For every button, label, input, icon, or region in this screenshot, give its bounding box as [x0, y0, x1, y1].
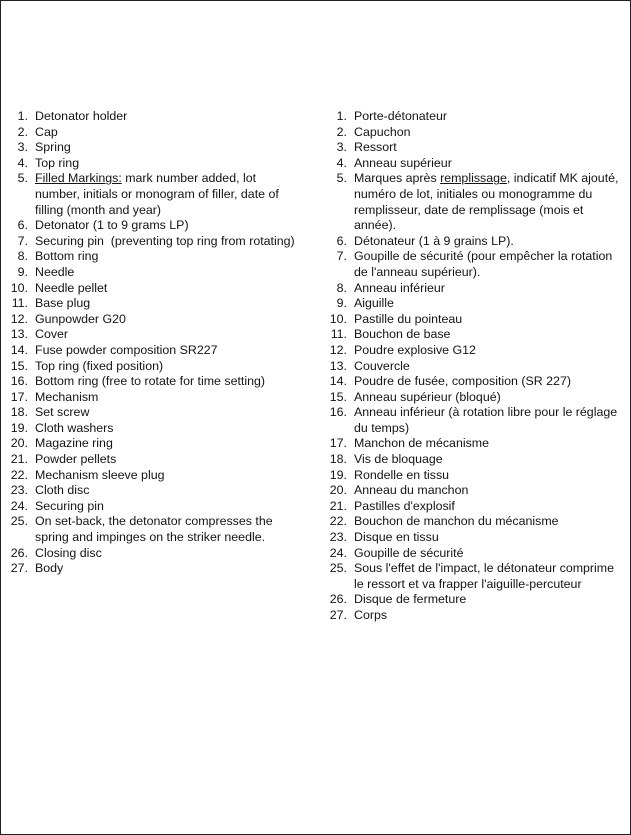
legend-text [354, 359, 626, 375]
legend-text [354, 405, 626, 436]
legend-number: 5. [336, 171, 347, 186]
legend-number: 11. [11, 296, 28, 311]
legend-item [328, 125, 626, 141]
legend-item [4, 452, 302, 468]
legend-item [328, 296, 626, 312]
legend-text [354, 156, 626, 172]
legend-item [328, 374, 626, 390]
legend-text [354, 546, 626, 562]
legend-item [4, 359, 302, 375]
legend-item [4, 234, 302, 250]
legend-item [328, 312, 626, 328]
legend-number: 8. [336, 280, 347, 295]
legend-item [328, 343, 626, 359]
legend-text-body: Closing disc [35, 545, 102, 560]
legend-text-body: Goupille de sécurité [354, 545, 464, 560]
legend-text-body: Cover [35, 327, 69, 342]
legend-text [354, 249, 626, 280]
legend-item [328, 390, 626, 406]
legend-text-body: Cloth washers [35, 420, 114, 435]
legend-item [4, 312, 302, 328]
legend-text [35, 514, 302, 545]
legend-item [4, 405, 302, 421]
legend-text-body: Anneau inférieur [354, 280, 445, 295]
legend-text [35, 265, 302, 281]
legend-number: 24. [10, 498, 28, 513]
legend-text-body: Manchon de mécanisme [354, 436, 489, 451]
legend-text-prefix: Marques après [354, 171, 441, 186]
legend-text [35, 171, 302, 218]
legend-item [328, 499, 626, 515]
legend-number: 1. [17, 109, 28, 123]
legend-number: 14. [10, 342, 28, 357]
legend-number: 10. [329, 311, 347, 326]
legend-number: 16. [329, 405, 347, 420]
legend-text [354, 390, 626, 406]
legend-text [354, 343, 626, 359]
legend-text-body: Mechanism sleeve plug [35, 467, 165, 482]
legend-text-body: Needle pellet [35, 280, 108, 295]
legend-text [35, 546, 302, 562]
legend-item [4, 390, 302, 406]
legend-number: 2. [17, 124, 28, 139]
legend-item [328, 468, 626, 484]
legend-item [4, 265, 302, 281]
legend-text-body: Couvercle [354, 358, 410, 373]
legend-text-body: Détonateur (1 à 9 grains LP). [354, 233, 514, 248]
legend-number: 18. [329, 452, 347, 467]
legend-item [4, 218, 302, 234]
legend-number: 12. [329, 342, 347, 357]
legend-text [354, 171, 626, 233]
legend-text-body: Detonator (1 to 9 grams LP) [35, 218, 189, 233]
legend-number: 20. [329, 483, 347, 498]
legend-number: 12. [10, 311, 28, 326]
legend-number: 11. [330, 327, 347, 342]
legend-item [328, 608, 626, 624]
legend-item [328, 530, 626, 546]
legend-number: 19. [10, 420, 28, 435]
legend-text [35, 468, 302, 484]
legend-text-body: Securing pin (preventing top ring from rotating) [35, 233, 295, 248]
legend-text [354, 452, 626, 468]
legend-number: 17. [10, 389, 28, 404]
legend-text-underlined: remplissage [440, 171, 507, 186]
legend-text-body: mark number added, lot number, initials or monogram of filler, date of filling (month and year) [35, 171, 283, 217]
legend-text [354, 468, 626, 484]
legend-text-body: Mechanism [35, 389, 99, 404]
legend-number: 21. [329, 498, 347, 513]
legend-number: 10. [10, 280, 28, 295]
legend-text [354, 530, 626, 546]
legend-text-body: Top ring (fixed position) [35, 358, 164, 373]
legend-number: 15. [329, 389, 347, 404]
legend-text [35, 218, 302, 234]
legend-text-body: Bottom ring [35, 249, 99, 264]
legend-text [35, 109, 302, 125]
legend-text-body: Fuse powder composition SR227 [35, 342, 218, 357]
legend-number: 23. [329, 530, 347, 545]
legend-text-body: Gunpowder G20 [35, 311, 126, 326]
legend-item [328, 592, 626, 608]
legend-text [354, 592, 626, 608]
legend-text-body: Anneau supérieur (bloqué) [354, 389, 501, 404]
legend-text [354, 561, 626, 592]
legend-text [354, 125, 626, 141]
legend-text-body: Bouchon de manchon du mécanisme [354, 514, 559, 529]
legend-item [328, 171, 626, 233]
legend-text-body: Bouchon de base [354, 327, 451, 342]
legend-text-body: Cloth disc [35, 483, 90, 498]
legend-text [35, 374, 302, 390]
legend-item [328, 109, 626, 125]
legend-number: 27. [10, 561, 28, 576]
legend-text [354, 374, 626, 390]
legend-number: 14. [329, 374, 347, 389]
legend-text [35, 390, 302, 406]
legend-text-body: , indicatif MK ajouté, numéro de lot, initiales ou monogramme du remplisseur, date de remplissage (mois et année). [354, 171, 622, 233]
legend-text-body: Disque de fermeture [354, 592, 467, 607]
legend-item [4, 374, 302, 390]
legend-number: 13. [329, 358, 347, 373]
legend-item [328, 249, 626, 280]
legend-number: 3. [17, 140, 28, 155]
legend-text-body: Set screw [35, 405, 90, 420]
legend-item [328, 140, 626, 156]
legend-number: 6. [17, 218, 28, 233]
legend-text [35, 156, 302, 172]
legend-number: 22. [329, 514, 347, 529]
legend-text-body: Porte-détonateur [354, 109, 447, 123]
legend-text [354, 281, 626, 297]
legend-item [4, 327, 302, 343]
legend-number: 9. [17, 264, 28, 279]
legend-number: 4. [17, 155, 28, 170]
legend-item [4, 125, 302, 141]
legend-number: 19. [329, 467, 347, 482]
legend-item [328, 514, 626, 530]
legend-number: 15. [10, 358, 28, 373]
legend-text-body: Aiguille [354, 296, 394, 311]
legend-item [328, 483, 626, 499]
legend-text [354, 483, 626, 499]
legend-text-body: Pastilles d'explosif [354, 498, 455, 513]
legend-item [4, 514, 302, 545]
legend-text [35, 249, 302, 265]
legend-item [4, 499, 302, 515]
legend-number: 16. [10, 374, 28, 389]
legend-text [354, 296, 626, 312]
legend-text [35, 343, 302, 359]
legend-item [4, 483, 302, 499]
legend-text [354, 109, 626, 125]
legend-text [35, 281, 302, 297]
legend-french [328, 109, 626, 624]
legend-item [328, 281, 626, 297]
legend-text-body: Goupille de sécurité (pour empêcher la rotation de l'anneau supérieur). [354, 249, 616, 279]
legend-item [4, 546, 302, 562]
legend-item [4, 343, 302, 359]
legend-number: 7. [336, 249, 347, 264]
legend-item [328, 546, 626, 562]
legend-number: 21. [10, 452, 28, 467]
legend-text [354, 499, 626, 515]
legend-number: 1. [336, 109, 347, 123]
legend-text [354, 514, 626, 530]
legend-item [4, 468, 302, 484]
legend-text [354, 140, 626, 156]
legend-text-body: Magazine ring [35, 436, 113, 451]
legend-number: 6. [336, 233, 347, 248]
legend-text [35, 234, 302, 250]
legend-number: 18. [10, 405, 28, 420]
legend-text [354, 608, 626, 624]
legend-number: 5. [17, 171, 28, 186]
legend-text-body: Corps [354, 608, 388, 622]
legend-text-body: Capuchon [354, 124, 411, 139]
legend-text-body: Cap [35, 124, 58, 139]
legend-number: 23. [10, 483, 28, 498]
legend-item [328, 156, 626, 172]
legend-text-underlined: Filled Markings: [35, 171, 122, 186]
legend-item [328, 327, 626, 343]
legend-text-body: Disque en tissu [354, 530, 439, 545]
legend-text-body: Spring [35, 140, 71, 155]
legend-text-body: Bottom ring (free to rotate for time setting) [35, 374, 266, 389]
legend-text-body: Sous l'effet de l'impact, le détonateur comprime le ressort et va frapper l'aiguille-percuteur [354, 561, 618, 591]
legend-number: 8. [17, 249, 28, 264]
legend-text [35, 312, 302, 328]
legend-text-body: Powder pellets [35, 452, 117, 467]
legend-text-body: Poudre explosive G12 [354, 342, 476, 357]
legend-text-body: Pastille du pointeau [354, 311, 463, 326]
legend-number: 9. [336, 296, 347, 311]
legend-item [328, 359, 626, 375]
legend-text [35, 436, 302, 452]
legend-text-body: Needle [35, 264, 75, 279]
legend-item [4, 249, 302, 265]
legend-item [328, 452, 626, 468]
legend-text [35, 561, 302, 577]
legend-text [354, 436, 626, 452]
legend-text-body: Rondelle en tissu [354, 467, 450, 482]
legend-text-body: On set-back, the detonator compresses the spring and impinges on the striker needle. [35, 514, 277, 545]
legend-text-body: Ressort [354, 140, 397, 155]
legend-item [328, 234, 626, 250]
legend-number: 25. [10, 514, 28, 529]
legend-number: 7. [17, 233, 28, 248]
legend-number: 13. [10, 327, 28, 342]
legend-text-body: Body [35, 561, 64, 576]
legend-text-body: Anneau inférieur (à rotation libre pour le réglage du temps) [354, 405, 621, 435]
legend-text [35, 421, 302, 437]
legend-item [4, 140, 302, 156]
legend-item [4, 171, 302, 218]
legend-item [4, 296, 302, 312]
legend-number: 24. [329, 545, 347, 560]
legend-number: 22. [10, 467, 28, 482]
legend-item [4, 156, 302, 172]
legend-item [4, 436, 302, 452]
legend-text [35, 327, 302, 343]
legend-number: 3. [336, 140, 347, 155]
legend-text-body: Poudre de fusée, composition (SR 227) [354, 374, 571, 389]
legend-text-body: Detonator holder [35, 109, 128, 123]
legend-text [35, 499, 302, 515]
legend-text [354, 327, 626, 343]
legend-number: 26. [329, 592, 347, 607]
legend-text [35, 125, 302, 141]
legend-text-body: Base plug [35, 296, 91, 311]
legend-text [35, 140, 302, 156]
legend-text [35, 483, 302, 499]
legend-number: 27. [329, 608, 347, 622]
legend-item [4, 109, 302, 125]
legend-text-body: Anneau du manchon [354, 483, 469, 498]
legend-item [4, 421, 302, 437]
legend-number: 4. [336, 155, 347, 170]
legend-text [35, 359, 302, 375]
legend-item [4, 281, 302, 297]
legend-item [328, 436, 626, 452]
legend-number: 26. [10, 545, 28, 560]
legend-text [354, 234, 626, 250]
legend-text [35, 405, 302, 421]
legend-text [35, 452, 302, 468]
legend-text-body: Anneau supérieur [354, 155, 452, 170]
legend-number: 25. [329, 561, 347, 576]
legend-text-body: Top ring [35, 155, 80, 170]
legend-english [4, 109, 302, 577]
legend-text-body: Vis de bloquage [354, 452, 443, 467]
legend-text [354, 312, 626, 328]
legend-number: 17. [329, 436, 347, 451]
legend-item [328, 405, 626, 436]
legend-text-body: Securing pin [35, 498, 104, 513]
legend-item [328, 561, 626, 592]
legend-number: 2. [336, 124, 347, 139]
legend-text [35, 296, 302, 312]
legend-item [4, 561, 302, 577]
legend-number: 20. [10, 436, 28, 451]
